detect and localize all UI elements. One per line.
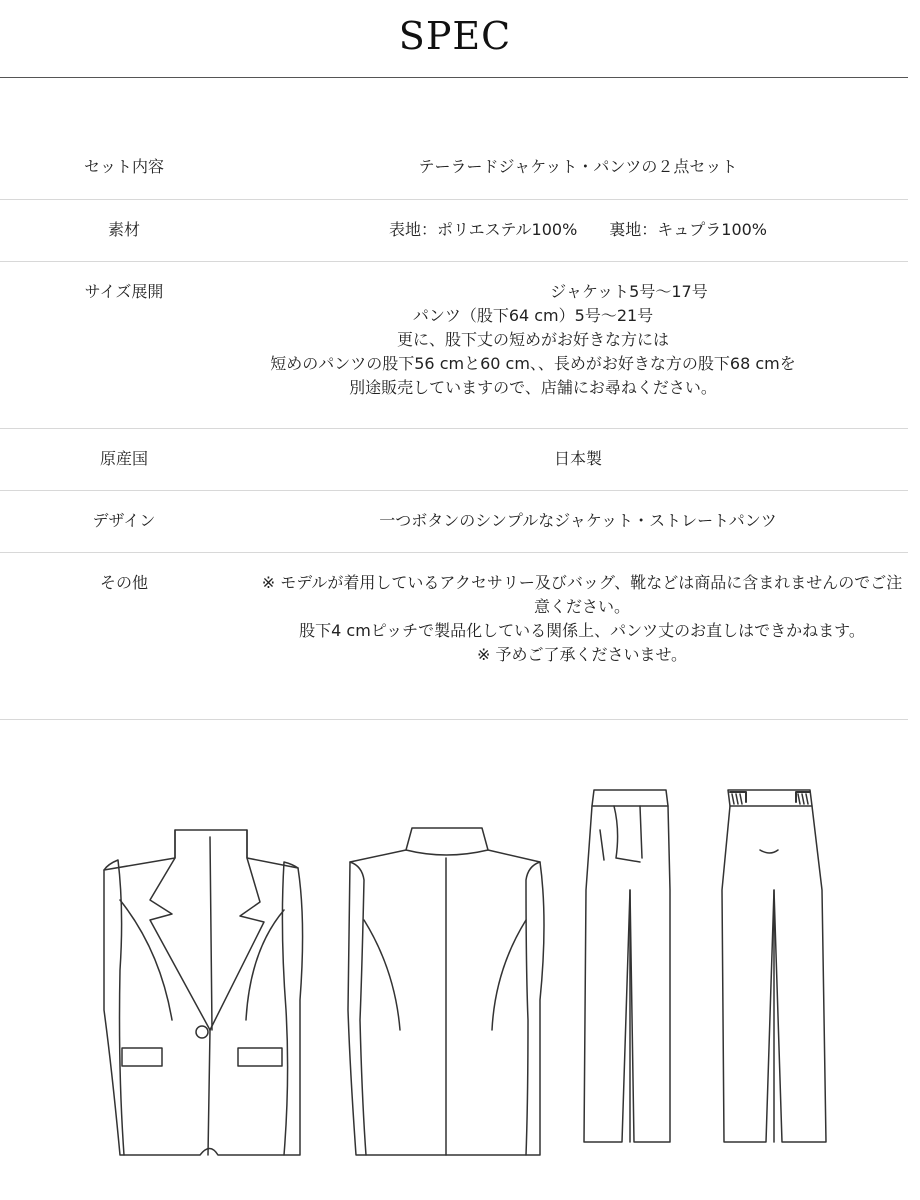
jacket-front-drawing xyxy=(104,830,303,1155)
jacket-back-drawing xyxy=(348,828,544,1155)
spec-label: 素材 xyxy=(107,220,140,239)
spec-value-line: 日本製 xyxy=(553,449,602,468)
spec-label: 原産国 xyxy=(99,449,148,468)
spec-value-line: ※ モデルが着用しているアクセサリー及びバッグ、靴などは商品に含まれませんのでご注意ください。 xyxy=(261,573,903,616)
spec-value-line: 別途販売していますので、店舗にお尋ねください。 xyxy=(349,378,717,397)
spec-value xyxy=(248,491,908,552)
spec-value-line: 表地：ポリエステル100% 裏地：キュプラ100% xyxy=(388,220,768,239)
spec-row-sizes xyxy=(0,262,908,429)
pants-front-drawing xyxy=(584,790,670,1142)
spec-value xyxy=(248,200,908,261)
spec-row-origin xyxy=(0,429,908,491)
garment-illustration xyxy=(0,770,908,1170)
spec-label: その他 xyxy=(99,573,148,592)
spec-value xyxy=(248,553,908,719)
pants-back-drawing xyxy=(722,790,826,1142)
title-divider xyxy=(0,77,908,78)
spec-label: サイズ展開 xyxy=(84,282,164,301)
spec-value-line: 股下4 cmピッチで製品化している関係上、パンツ丈のお直しはできかねます。 xyxy=(299,621,865,640)
spec-label: デザイン xyxy=(92,511,156,530)
spec-row-design xyxy=(0,491,908,553)
spec-row-set-contents xyxy=(0,137,908,200)
spec-value xyxy=(248,429,908,490)
page-title: SPEC xyxy=(398,14,512,58)
spec-value-line: パンツ（股下64 cm）5号～21号 xyxy=(412,306,654,325)
spec-value-line: 短めのパンツの股下56 cmと60 cm、、長めがお好きな方の股下68 cmを xyxy=(270,354,796,373)
spec-row-material xyxy=(0,200,908,262)
spec-value-line: 一つボタンのシンプルなジャケット・ストレートパンツ xyxy=(379,511,777,530)
spec-value-line: テーラードジャケット・パンツの２点セット xyxy=(418,157,738,176)
spec-label: セット内容 xyxy=(83,157,164,176)
spec-value xyxy=(158,262,908,428)
spec-value-line: 更に、股下丈の短めがお好きな方には xyxy=(396,330,669,349)
spec-value-line: ※ 予めご了承くださいませ。 xyxy=(476,645,687,664)
spec-value-line: ジャケット5号～17号 xyxy=(358,282,708,301)
spec-table xyxy=(0,137,908,720)
spec-row-other xyxy=(0,553,908,720)
spec-value xyxy=(248,137,908,199)
